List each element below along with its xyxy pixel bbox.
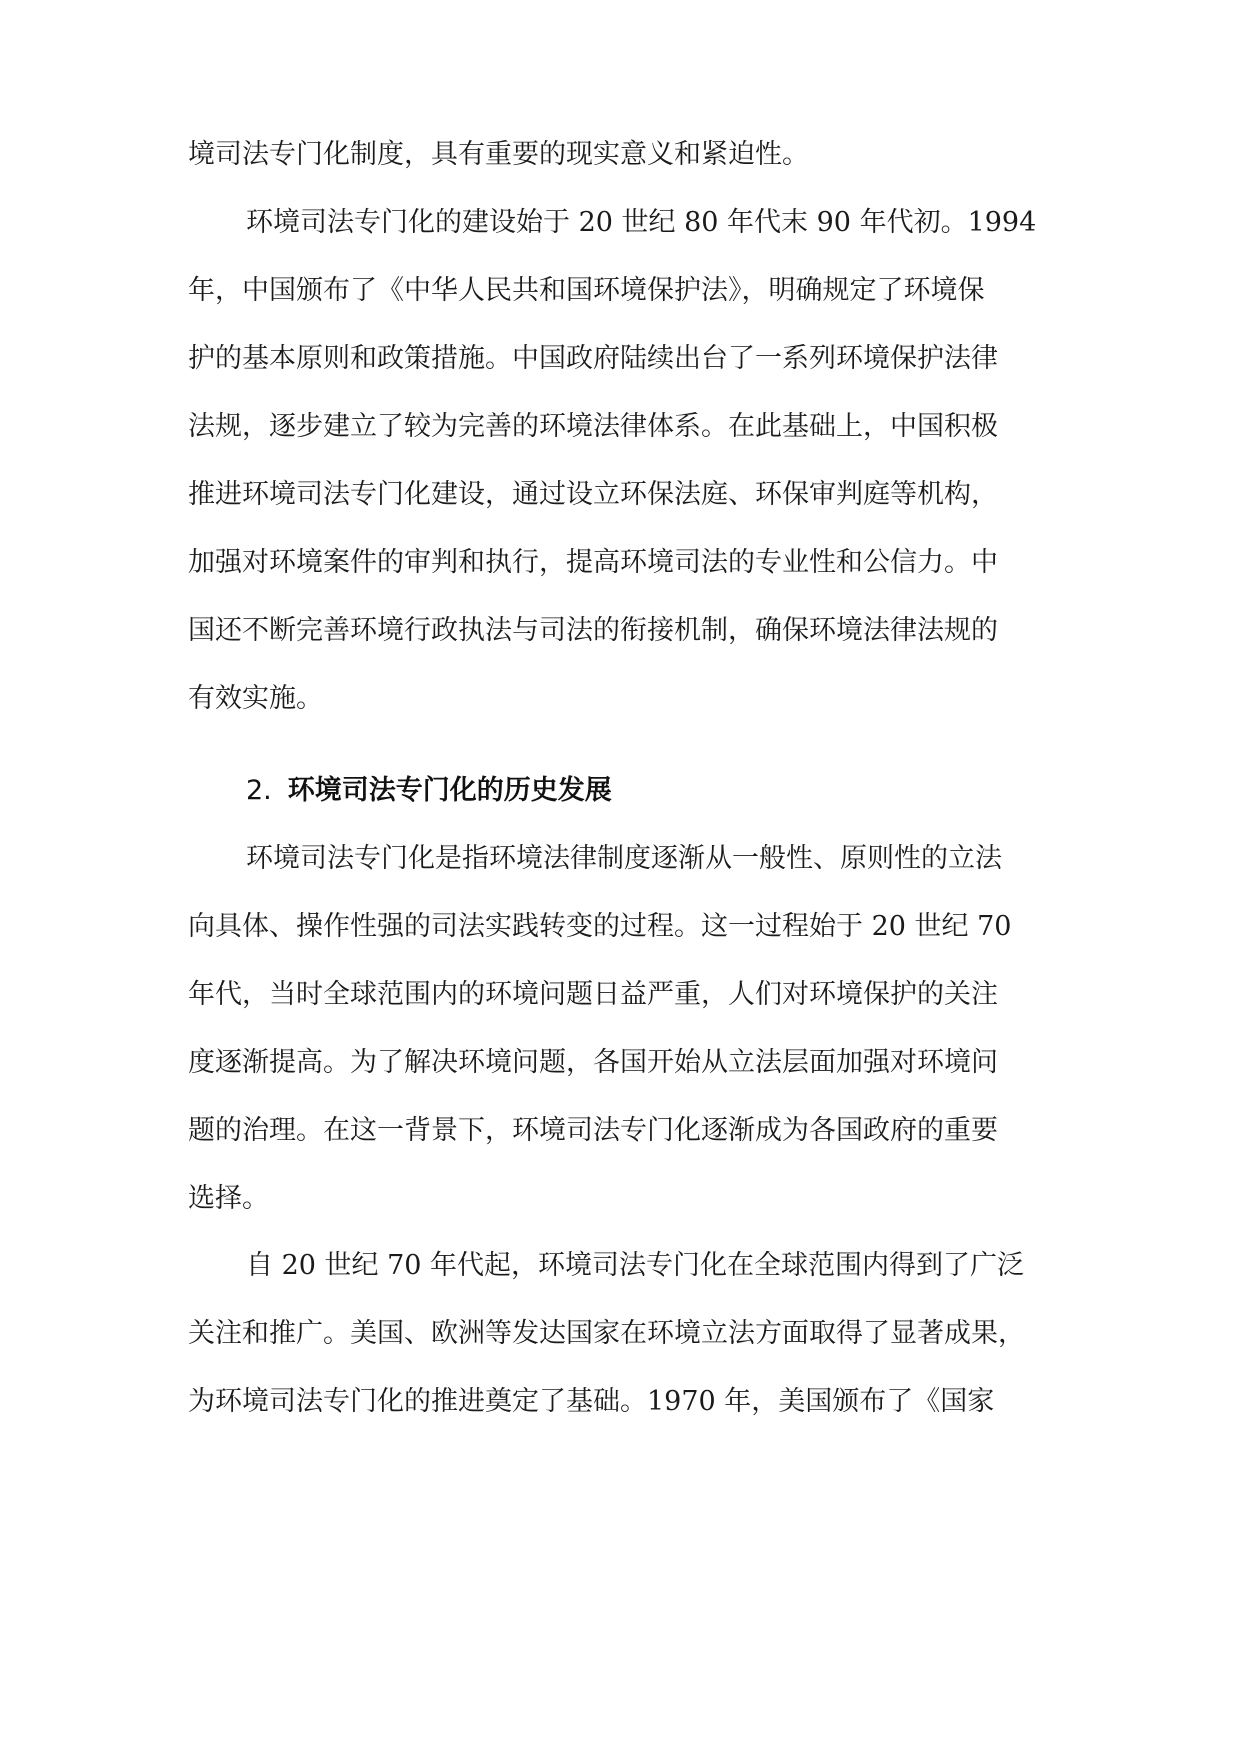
text-line: 年，中国颁布了《中华人民共和国环境保护法》，明确规定了环境保 xyxy=(188,275,985,306)
text-line: 自 20 世纪 70 年代起，环境司法专门化在全球范围内得到了广泛 xyxy=(246,1250,1025,1281)
section-number: 2. xyxy=(246,775,272,806)
text-line: 向具体、操作性强的司法实践转变的过程。这一过程始于 20 世纪 70 xyxy=(188,911,1012,942)
text-line: 法规，逐步建立了较为完善的环境法律体系。在此基础上，中国积极 xyxy=(188,411,998,442)
text-line: 国还不断完善环境行政执法与司法的衔接机制，确保环境法律法规的 xyxy=(188,615,998,646)
text-line: 境司法专门化制度，具有重要的现实意义和紧迫性。 xyxy=(188,139,809,170)
text-line: 环境司法专门化是指环境法律制度逐渐从一般性、原则性的立法 xyxy=(246,843,1002,874)
text-line: 度逐渐提高。为了解决环境问题，各国开始从立法层面加强对环境问 xyxy=(188,1047,998,1078)
text-line: 护的基本原则和政策措施。中国政府陆续出台了一系列环境保护法律 xyxy=(188,343,998,374)
section-heading xyxy=(246,773,612,809)
section-title: 环境司法专门化的历史发展 xyxy=(287,775,612,806)
text-line: 选择。 xyxy=(188,1183,269,1214)
text-line: 推进环境司法专门化建设，通过设立环保法庭、环保审判庭等机构， xyxy=(188,479,998,510)
text-line: 为环境司法专门化的推进奠定了基础。1970 年，美国颁布了《国家 xyxy=(188,1386,995,1417)
text-line: 题的治理。在这一背景下，环境司法专门化逐渐成为各国政府的重要 xyxy=(188,1115,998,1146)
text-line: 加强对环境案件的审判和执行，提高环境司法的专业性和公信力。中 xyxy=(188,547,998,578)
text-line: 环境司法专门化的建设始于 20 世纪 80 年代末 90 年代初。1994 xyxy=(246,207,1037,238)
text-line: 有效实施。 xyxy=(188,683,323,714)
text-line: 关注和推广。美国、欧洲等发达国家在环境立法方面取得了显著成果， xyxy=(188,1318,1025,1349)
text-line: 年代，当时全球范围内的环境问题日益严重，人们对环境保护的关注 xyxy=(188,979,998,1010)
